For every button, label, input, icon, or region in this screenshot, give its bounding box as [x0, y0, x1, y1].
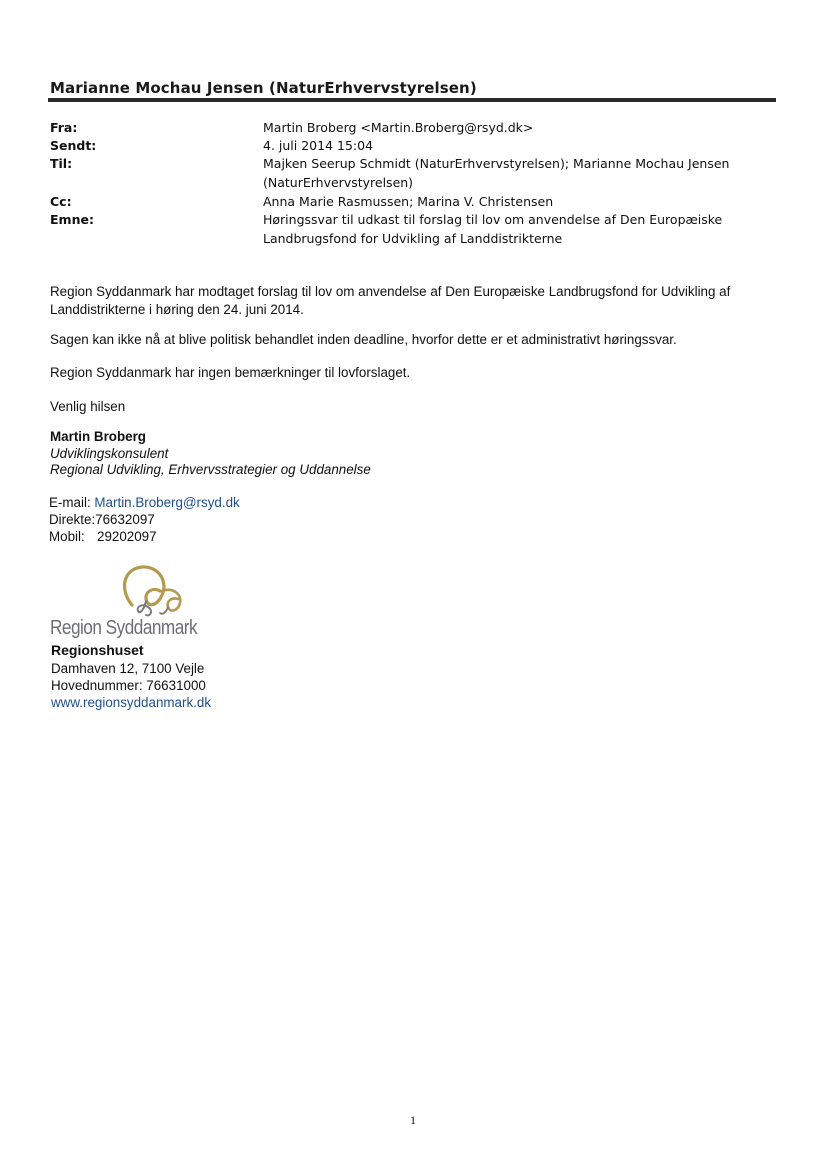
org-address: Damhaven 12, 7100 Vejle	[51, 661, 205, 676]
direct-number: 76632097	[95, 512, 155, 527]
signature-name: Martin Broberg	[50, 429, 146, 444]
signature-role: Udviklingskonsulent	[50, 446, 169, 461]
subject-label: Emne:	[50, 212, 94, 227]
org-name: Regionshuset	[51, 642, 144, 658]
page-number: 1	[410, 1113, 416, 1127]
body-paragraph-2: Sagen kan ikke nå at blive politisk behandlet inden deadline, hvorfor dette er et administrativt høringssvar.	[50, 332, 677, 347]
subject-value: Høringssvar til udkast til forslag til lov om anvendelse af Den Europæiske Landbrugsfond for Udvikling af Landdistrikterne	[263, 212, 723, 246]
to-label: Til:	[50, 156, 73, 171]
contact-email	[49, 495, 240, 510]
sent-label: Sendt:	[50, 138, 97, 153]
body-paragraph-1: Region Syddanmark har modtaget forslag til lov om anvendelse af Den Europæiske Landbrugsfond for Udvikling af Landdistrikterne i høring den 24. juni 2014.	[50, 284, 731, 317]
title-divider	[48, 98, 776, 102]
email-label: E-mail:	[49, 495, 91, 510]
signature-department: Regional Udvikling, Erhvervsstrategier og Uddannelse	[50, 462, 371, 477]
from-label: Fra:	[50, 120, 78, 135]
mobile-number: 29202097	[97, 529, 157, 544]
mobile-label: Mobil:	[49, 529, 85, 544]
cc-label: Cc:	[50, 194, 72, 209]
contact-mobile	[49, 529, 157, 544]
website-link[interactable]: www.regionsyddanmark.dk	[51, 695, 212, 710]
closing: Venlig hilsen	[50, 399, 126, 414]
to-value: Majken Seerup Schmidt (NaturErhvervstyrelsen); Marianne Mochau Jensen (NaturErhvervstyrelsen)	[263, 156, 730, 190]
phone-label: Hovednummer:	[51, 678, 143, 693]
page-title: Marianne Mochau Jensen (NaturErhvervstyrelsen)	[50, 79, 477, 97]
org-phone	[51, 678, 206, 693]
direct-label: Direkte:	[49, 512, 96, 527]
sent-value: 4. juli 2014 15:04	[263, 138, 374, 153]
phone-number: 76631000	[146, 678, 206, 693]
cc-value: Anna Marie Rasmussen; Marina V. Christensen	[263, 194, 554, 209]
email-link[interactable]: Martin.Broberg@rsyd.dk	[94, 495, 240, 510]
logo-wordmark: Region Syddanmark	[50, 617, 198, 639]
from-value: Martin Broberg <Martin.Broberg@rsyd.dk>	[263, 120, 534, 135]
body-paragraph-3: Region Syddanmark har ingen bemærkninger til lovforslaget.	[50, 365, 411, 380]
contact-direct	[49, 512, 155, 527]
